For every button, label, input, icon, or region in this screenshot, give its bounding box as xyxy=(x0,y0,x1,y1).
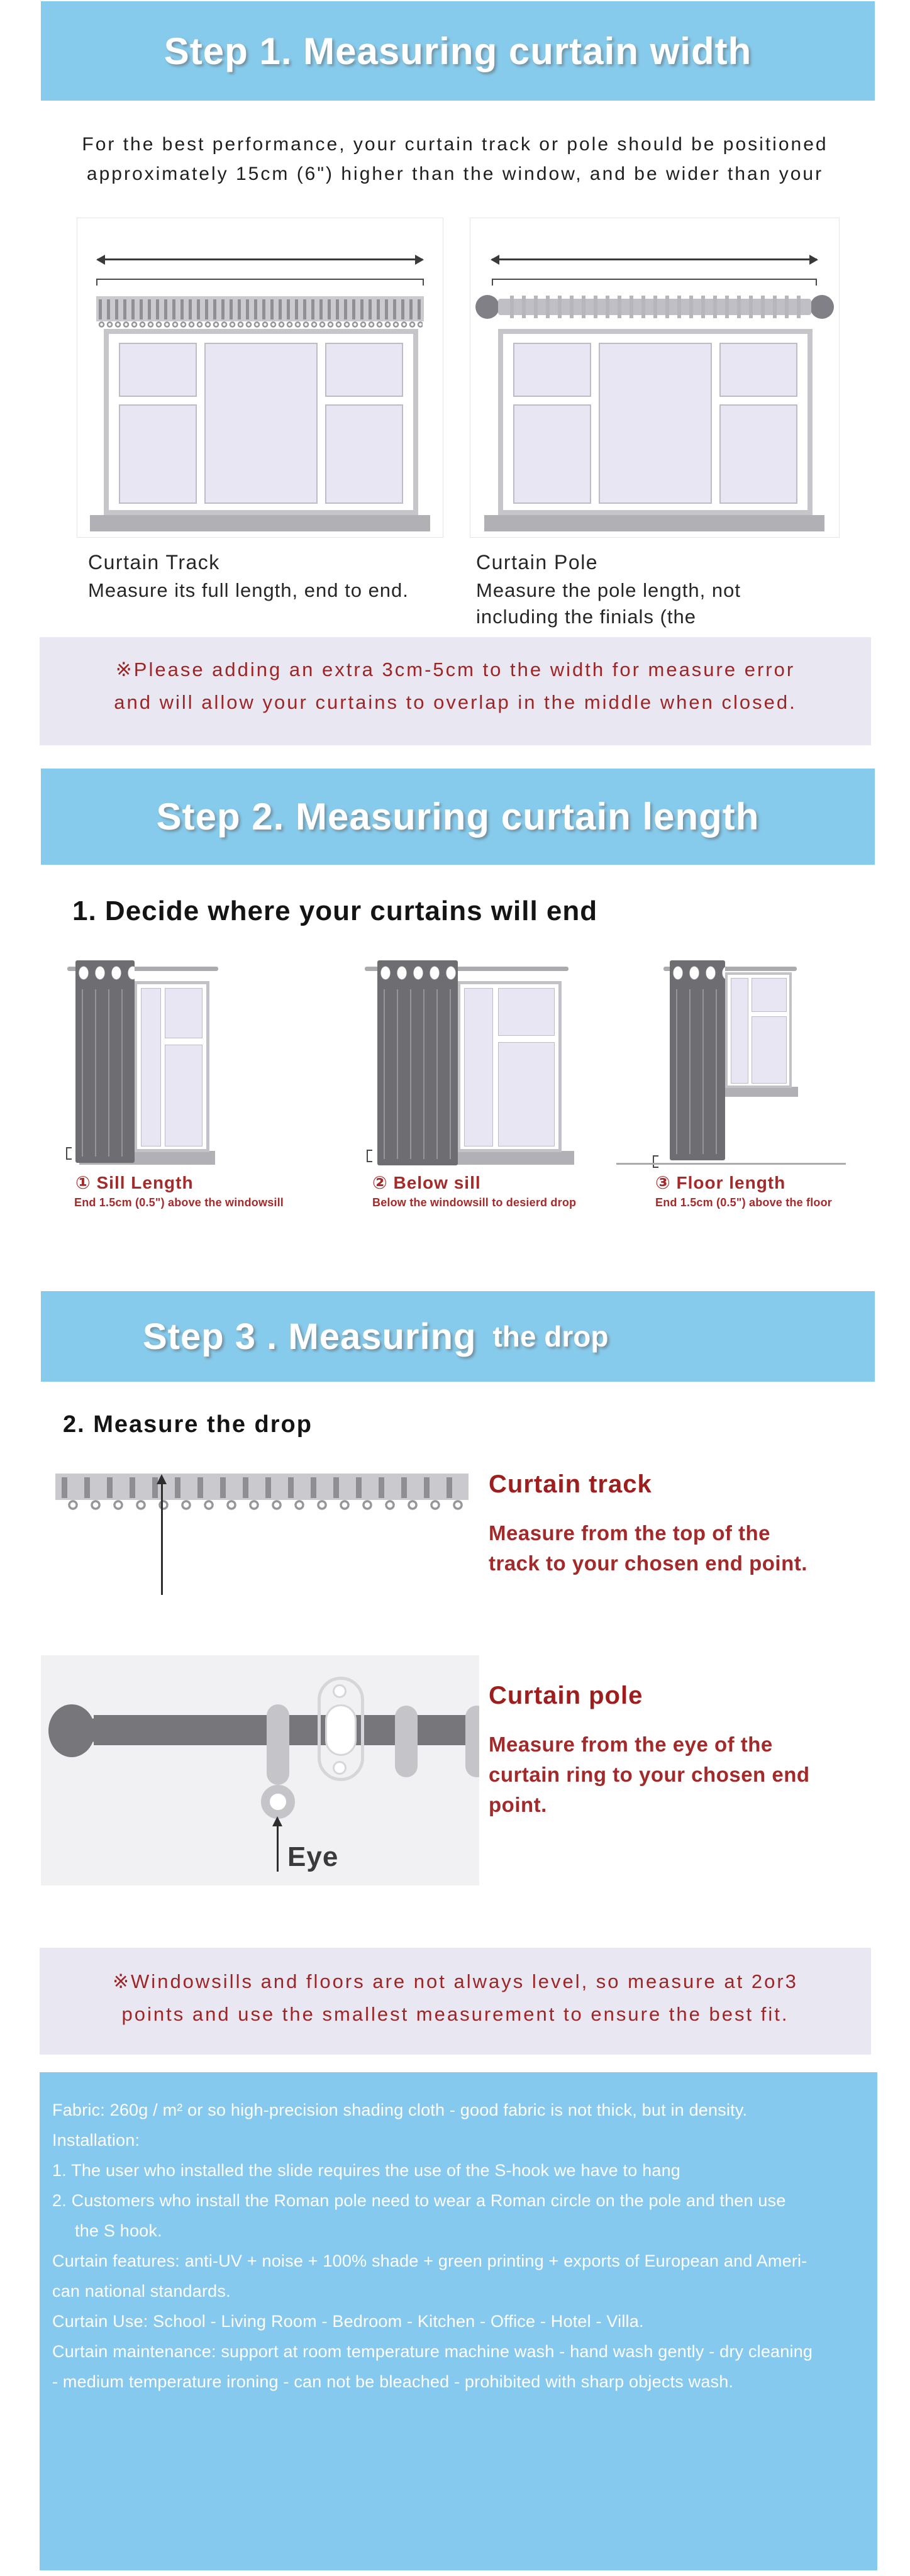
window-pane xyxy=(141,988,161,1146)
end-point-bracket-icon xyxy=(367,1150,372,1162)
bracket-slot xyxy=(325,1704,357,1756)
window-pane xyxy=(599,343,712,504)
curtain-ring-icon xyxy=(395,1706,418,1777)
drop-measure-arrow-icon xyxy=(161,1484,163,1595)
drop-note-line1: ※Windowsills and floors are not always level, so measure at 2or3 xyxy=(113,1970,798,1992)
below-sill-label: ② Below sill xyxy=(372,1173,481,1192)
below-sill-curtain-graphic xyxy=(377,960,458,1165)
curtain-pole-window-diagram xyxy=(470,218,840,538)
pole-drop-title: Curtain pole xyxy=(489,1682,643,1709)
step1-intro-line1: For the best performance, your curtain track or pole should be positioned xyxy=(82,134,828,155)
curtain-pole-caption-line1: Measure the pole length, not xyxy=(476,579,741,601)
window-pane xyxy=(165,1045,203,1146)
info-fabric: Fabric: 260g / m² or so high-precision shading cloth - good fabric is not thick, but in density. xyxy=(52,2101,748,2119)
step1-banner-title: Step 1. Measuring curtain width xyxy=(164,30,752,72)
step2-banner xyxy=(41,769,875,865)
curtain-ring-icon xyxy=(465,1706,479,1777)
step2-banner-title: Step 2. Measuring curtain length xyxy=(156,796,760,838)
floor-length-desc: End 1.5cm (0.5") above the floor xyxy=(655,1196,832,1209)
pole-drop-line2: curtain ring to your chosen end xyxy=(489,1763,810,1786)
track-drop-body xyxy=(489,1518,807,1579)
info-installation: Installation: xyxy=(52,2131,140,2150)
step2-heading: 1. Decide where your curtains will end xyxy=(72,896,598,926)
step3-banner-subtitle: the drop xyxy=(492,1320,609,1353)
window-pane xyxy=(498,988,555,1036)
info-maintenance: Curtain maintenance: support at room temperature machine wash - hand wash gently - dry cleaning xyxy=(52,2342,813,2361)
end-point-bracket-icon xyxy=(66,1147,72,1160)
window-pane xyxy=(719,343,797,397)
window-pane xyxy=(498,1042,555,1146)
curtain-track-caption-body: Measure its full length, end to end. xyxy=(88,579,409,601)
track-drop-title: Curtain track xyxy=(489,1470,652,1498)
curtain-ring-icon xyxy=(267,1704,289,1785)
step3-banner-title: Step 3 . Measuring xyxy=(143,1316,477,1357)
curtain-track-caption-title: Curtain Track xyxy=(88,551,220,574)
curtain-track-window-diagram xyxy=(77,218,443,538)
pole-finial-icon xyxy=(475,295,499,319)
sill-length-desc: End 1.5cm (0.5") above the windowsill xyxy=(74,1196,284,1209)
window-pane xyxy=(119,343,197,397)
windowsill-graphic xyxy=(484,515,824,531)
info-use: Curtain Use: School - Living Room - Bedroom - Kitchen - Office - Hotel - Villa. xyxy=(52,2312,644,2331)
floor-line xyxy=(616,1163,846,1165)
width-note-line2: and will allow your curtains to overlap in the middle when closed. xyxy=(114,691,797,713)
bracket-screw-icon xyxy=(333,1684,347,1698)
windowsill-graphic xyxy=(721,1087,798,1097)
eye-pointer-arrow-icon xyxy=(277,1826,279,1872)
drop-note xyxy=(40,1948,871,2055)
floor-length-curtain-graphic xyxy=(670,960,725,1160)
window-graphic xyxy=(457,981,562,1152)
sill-length-curtain-graphic xyxy=(75,960,135,1163)
pole-drop-line3: point. xyxy=(489,1793,547,1816)
info-maintenance-cont: - medium temperature ironing - can not be bleached - prohibited with sharp objects wash. xyxy=(52,2372,734,2391)
window-pane xyxy=(719,404,797,504)
step3-banner xyxy=(41,1291,875,1382)
window-graphic xyxy=(725,972,792,1088)
end-point-bracket-icon xyxy=(653,1155,658,1168)
width-measure-arrow-icon xyxy=(97,258,423,260)
info-install-step1: 1. The user who installed the slide requires the use of the S-hook we have to hang xyxy=(52,2161,681,2180)
step1-intro xyxy=(0,130,910,189)
window-pane xyxy=(752,1016,787,1084)
window-graphic xyxy=(134,981,209,1152)
width-note xyxy=(40,637,871,745)
curtain-pole-caption-body xyxy=(476,577,741,630)
bracket-screw-icon xyxy=(333,1761,347,1775)
drop-note-line2: points and use the smallest measurement to ensure the best fit. xyxy=(121,2003,789,2025)
info-features: Curtain features: anti-UV + noise + 100% shade + green printing + exports of European and Ameri- xyxy=(52,2251,807,2270)
curtain-pole-graphic xyxy=(498,299,811,315)
windowsill-graphic xyxy=(90,515,430,531)
curtain-pole-eye-diagram xyxy=(41,1655,479,1885)
window-pane xyxy=(731,978,748,1084)
pole-drop-body xyxy=(489,1729,810,1820)
info-install-step2-cont: the S hook. xyxy=(75,2221,162,2240)
curtain-pole-caption-line2: including the finials (the xyxy=(476,606,696,628)
pole-finial-icon xyxy=(810,295,834,319)
below-sill-desc: Below the windowsill to desierd drop xyxy=(372,1196,577,1209)
window-pane xyxy=(513,343,591,397)
floor-length-label: ③ Floor length xyxy=(655,1173,786,1192)
window-pane xyxy=(119,404,197,504)
pole-finial-icon xyxy=(48,1704,95,1757)
window-graphic xyxy=(104,329,418,515)
window-pane xyxy=(752,978,787,1012)
windowsill-graphic xyxy=(448,1151,574,1165)
step3-heading: 2. Measure the drop xyxy=(63,1411,313,1438)
curtain-track-graphic xyxy=(96,296,424,321)
window-graphic xyxy=(498,329,813,515)
pole-drop-line1: Measure from the eye of the xyxy=(489,1733,773,1756)
curtain-pole-caption-title: Curtain Pole xyxy=(476,551,599,574)
measure-bracket xyxy=(492,279,817,286)
step1-intro-line2: approximately 15cm (6") higher than the window, and be wider than your xyxy=(86,164,824,184)
window-pane xyxy=(325,404,403,504)
track-drop-line1: Measure from the top of the xyxy=(489,1521,771,1545)
window-pane xyxy=(325,343,403,397)
window-pane xyxy=(204,343,318,504)
width-measure-arrow-icon xyxy=(492,258,817,260)
track-drop-line2: track to your chosen end point. xyxy=(489,1552,807,1575)
eye-label: Eye xyxy=(287,1841,339,1872)
info-features-cont: can national standards. xyxy=(52,2282,231,2301)
ring-eye-icon xyxy=(261,1785,295,1819)
window-pane xyxy=(464,988,493,1146)
step1-banner xyxy=(41,1,875,101)
window-pane xyxy=(165,988,203,1038)
measure-bracket xyxy=(96,279,424,286)
width-note-line1: ※Please adding an extra 3cm-5cm to the width for measure error xyxy=(115,658,796,680)
sill-length-label: ① Sill Length xyxy=(75,1173,194,1192)
info-install-step2: 2. Customers who install the Roman pole need to wear a Roman circle on the pole and then use xyxy=(52,2191,786,2210)
window-pane xyxy=(513,404,591,504)
product-info-box xyxy=(40,2072,877,2570)
curtain-track-graphic xyxy=(55,1474,469,1500)
